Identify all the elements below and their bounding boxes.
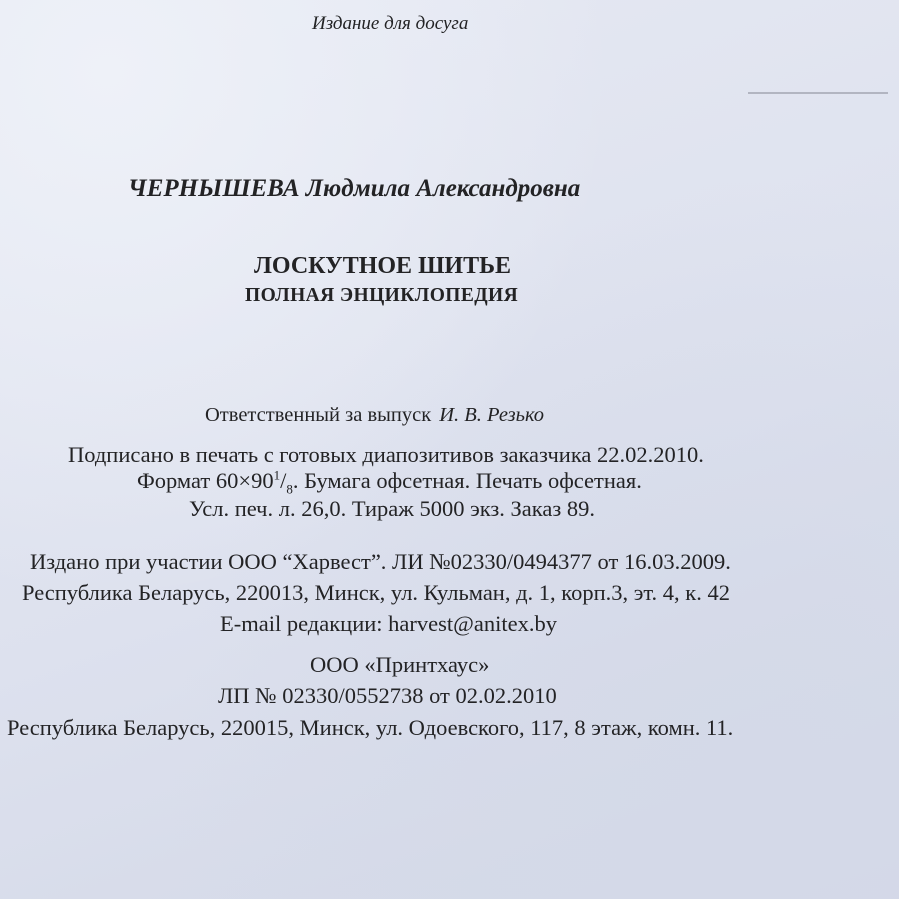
format-prefix: Формат 60×90 (137, 468, 274, 493)
format-suffix: . Бумага офсетная. Печать офсетная. (292, 468, 642, 493)
format-slash: / (280, 468, 287, 493)
edition-type: Издание для досуга (312, 13, 469, 34)
printer-name: ООО «Принтхаус» (310, 652, 490, 677)
editor-name: И. В. Резько (439, 404, 545, 426)
signed-for-print: Подписано в печать с готовых диапозитивов заказчика 22.02.2010. (68, 442, 704, 467)
book-subtitle: ПОЛНАЯ ЭНЦИКЛОПЕДИЯ (245, 285, 519, 306)
author-name: ЧЕРНЫШЕВА Людмила Александровна (128, 175, 581, 202)
format-numerator: 1 (273, 467, 281, 483)
publisher-email: E-mail редакции: harvest@anitex.by (220, 611, 557, 636)
printer-license: ЛП № 02330/0552738 от 02.02.2010 (218, 683, 557, 708)
responsible-editor (205, 405, 544, 426)
format-line (137, 467, 642, 497)
editor-label: Ответственный за выпуск (205, 404, 432, 426)
book-title: ЛОСКУТНОЕ ШИТЬЕ (254, 253, 511, 279)
printer-address: Республика Беларусь, 220015, Минск, ул. Одоевского, 117, 8 этаж, комн. 11. (7, 715, 734, 740)
show-through-rule (748, 92, 888, 94)
publisher-address: Республика Беларусь, 220013, Минск, ул. Кульман, д. 1, корп.3, эт. 4, к. 42 (22, 580, 730, 605)
format-denominator: 8 (286, 481, 293, 497)
publisher-line: Издано при участии ООО “Харвест”. ЛИ №02330/0494377 от 16.03.2009. (30, 549, 731, 574)
print-stats: Усл. печ. л. 26,0. Тираж 5000 экз. Заказ 89. (189, 496, 595, 521)
